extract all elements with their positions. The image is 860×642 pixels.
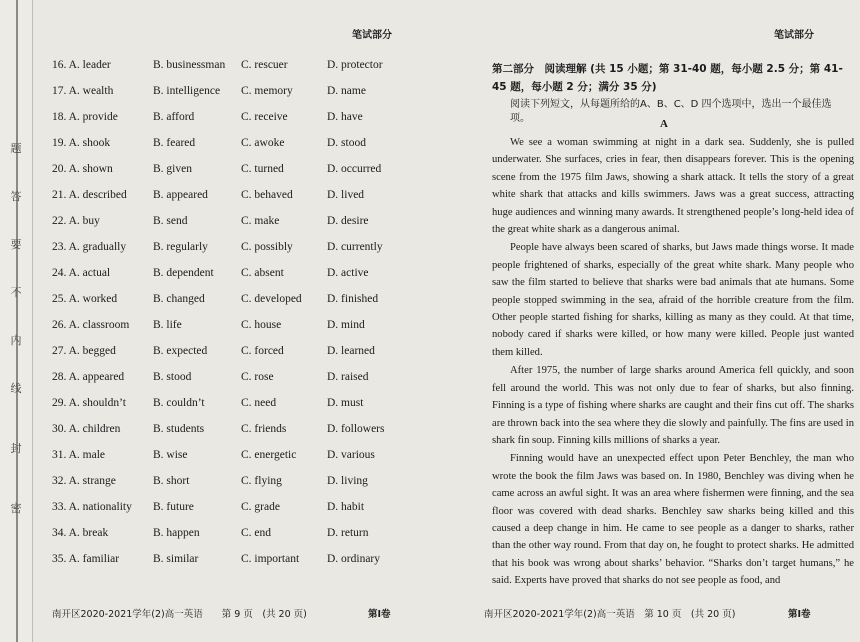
passage-paragraph: After 1975, the number of large sharks around America fell quickly, and soon fell around the world. This was not only due to fear of sharks, but also finning. Finning is a type of fishing where sharks are caught and their fins cut off. The sharks are thrown back into the sea where they die slowly and painfully. The fins are used in shark fin soup. Finning kills millions of sharks a year. [492,365,854,446]
option-row [48,156,458,182]
option-b: B. couldn’t [153,397,205,409]
option-row [48,286,458,312]
option-row [48,234,458,260]
margin-char: 答 [10,190,22,203]
option-d: D. active [327,267,369,279]
cloze-options [48,52,458,572]
option-row [48,442,458,468]
section-heading: 第二部分 阅读理解 (共 15 小题；第 31-40 题，每小题 2.5 分；第 41-45 题，每小题 2 分；满分 35 分) [492,63,843,93]
option-a: 31. A. male [52,449,106,461]
option-a: 17. A. wealth [52,85,114,97]
option-b: B. intelligence [153,85,221,97]
option-b: B. dependent [153,267,214,279]
option-row [48,78,458,104]
option-a: 34. A. break [52,527,109,539]
option-row [48,208,458,234]
option-c: C. awoke [241,137,285,149]
option-row [48,130,458,156]
option-c: C. need [241,397,277,409]
option-b: B. feared [153,137,196,149]
option-d: D. stood [327,137,366,149]
volume-label: 第Ⅰ卷 [368,609,391,620]
volume-label: 第Ⅰ卷 [788,609,811,620]
option-d: D. living [327,475,368,487]
option-d: D. habit [327,501,365,513]
option-a: 35. A. familiar [52,553,120,565]
option-d: D. finished [327,293,379,305]
binding-margin [0,0,33,642]
option-c: C. grade [241,501,280,513]
option-d: D. currently [327,241,383,253]
option-row [48,52,458,78]
right-page [470,0,860,642]
option-row [48,520,458,546]
option-a: 23. A. gradually [52,241,127,253]
option-a: 32. A. strange [52,475,116,487]
option-b: B. given [153,163,192,175]
option-b: B. afford [153,111,195,123]
option-b: B. appeared [153,189,208,201]
option-b: B. similar [153,553,199,565]
option-a: 25. A. worked [52,293,118,305]
option-d: D. return [327,527,369,539]
option-d: D. mind [327,319,365,331]
option-a: 30. A. children [52,423,121,435]
option-c: C. flying [241,475,282,487]
option-b: B. send [153,215,188,227]
option-a: 27. A. begged [52,345,116,357]
margin-char: 不 [10,286,22,299]
option-row [48,104,458,130]
option-c: C. rescuer [241,59,288,71]
option-d: D. followers [327,423,385,435]
option-b: B. wise [153,449,188,461]
option-a: 28. A. appeared [52,371,125,383]
option-a: 33. A. nationality [52,501,132,513]
margin-char: 线 [10,382,22,395]
passage-label: A [660,118,668,130]
margin-char: 题 [10,142,22,155]
option-d: D. desire [327,215,369,227]
margin-char: 要 [10,238,22,251]
option-c: C. friends [241,423,287,435]
margin-char: 封 [10,442,22,455]
option-b: B. regularly [153,241,208,253]
option-d: D. occurred [327,163,382,175]
page-footer: 南开区2020-2021学年(2)高一英语 第 9 页 (共 20 页) [52,609,307,620]
option-d: D. various [327,449,375,461]
option-d: D. name [327,85,366,97]
option-row [48,338,458,364]
binding-line [16,0,18,642]
option-c: C. receive [241,111,288,123]
option-c: C. possibly [241,241,293,253]
option-d: D. raised [327,371,369,383]
option-d: D. ordinary [327,553,381,565]
option-d: D. learned [327,345,375,357]
option-b: B. future [153,501,194,513]
option-b: B. students [153,423,205,435]
option-a: 19. A. shook [52,137,111,149]
option-c: C. important [241,553,300,565]
page-footer: 南开区2020-2021学年(2)高一英语 第 10 页 (共 20 页) [484,609,736,620]
margin-char: 密 [10,502,22,515]
option-c: C. behaved [241,189,293,201]
option-row [48,260,458,286]
option-row [48,494,458,520]
option-a: 22. A. buy [52,215,100,227]
option-d: D. lived [327,189,365,201]
page-header-tag: 笔试部分 [774,30,814,41]
option-a: 18. A. provide [52,111,118,123]
option-b: B. happen [153,527,200,539]
passage-paragraph: Finning would have an unexpected effect upon Peter Benchley, the man who wrote the book the film Jaws was based on. In 1980, Benchley was diving when he came across an awful sight. It was an area where fishermen were finning, and the sea floor was covered with dead sharks. Benchley saw sharks being killed and this caused a deep change in him. He came to see people as a danger to sharks, rather than the other way round. From that day on, he fought to protect sharks. He admitted that his book was wrong about sharks’ behavior. “Sharks don’t target humans,” he said. Experts have proved that sharks do not see people as food, and [492,453,854,587]
option-c: C. turned [241,163,284,175]
option-b: B. stood [153,371,192,383]
margin-char: 内 [10,334,22,347]
passage-paragraph: People have always been scared of sharks, but Jaws made things worse. It made people frightened of sharks, especially of the great white shark. Many people who saw the film started to believe that sharks were bad animals that ate humans. Some people stopped swimming in the sea, afraid of the horrible creature from the film. Other people started fishing for sharks, killing as many as they could. At that time, nobody cared if sharks were killed, or how many were killed. People just wanted them killed. [492,242,854,358]
option-row [48,468,458,494]
option-row [48,182,458,208]
option-a: 24. A. actual [52,267,111,279]
option-b: B. businessman [153,59,226,71]
option-c: C. house [241,319,282,331]
option-row [48,312,458,338]
instructions: 阅读下列短文，从每题所给的A、B、C、D 四个选项中，选出一个最佳选项。 [510,99,832,124]
passage-paragraph: We see a woman swimming at night in a dark sea. Suddenly, she is pulled underwater. She surfaces, cries in fear, then disappears forever. This is the opening scene from the 1975 film Jaws, showing a shark attack. It tells the story of a great white shark that attacks and kills swimmers. Jaws was a great success, attracting huge audiences and winning many awards. It strengthened people’s long-held idea of the great white shark as a dangerous animal. [492,137,854,236]
option-a: 26. A. classroom [52,319,130,331]
option-a: 16. A. leader [52,59,111,71]
option-row [48,416,458,442]
option-b: B. short [153,475,190,487]
option-row [48,364,458,390]
page-header-tag: 笔试部分 [352,30,392,41]
option-d: D. protector [327,59,383,71]
option-c: C. developed [241,293,302,305]
option-row [48,546,458,572]
option-c: C. forced [241,345,284,357]
option-c: C. absent [241,267,284,279]
reading-passage [492,134,854,591]
option-a: 21. A. described [52,189,127,201]
option-b: B. life [153,319,182,331]
option-c: C. memory [241,85,293,97]
option-c: C. make [241,215,280,227]
option-c: C. rose [241,371,274,383]
option-a: 29. A. shouldn’t [52,397,126,409]
option-a: 20. A. shown [52,163,113,175]
option-d: D. must [327,397,364,409]
option-d: D. have [327,111,363,123]
option-row [48,390,458,416]
option-b: B. expected [153,345,208,357]
option-c: C. energetic [241,449,297,461]
option-c: C. end [241,527,272,539]
option-b: B. changed [153,293,205,305]
left-page [32,0,460,642]
